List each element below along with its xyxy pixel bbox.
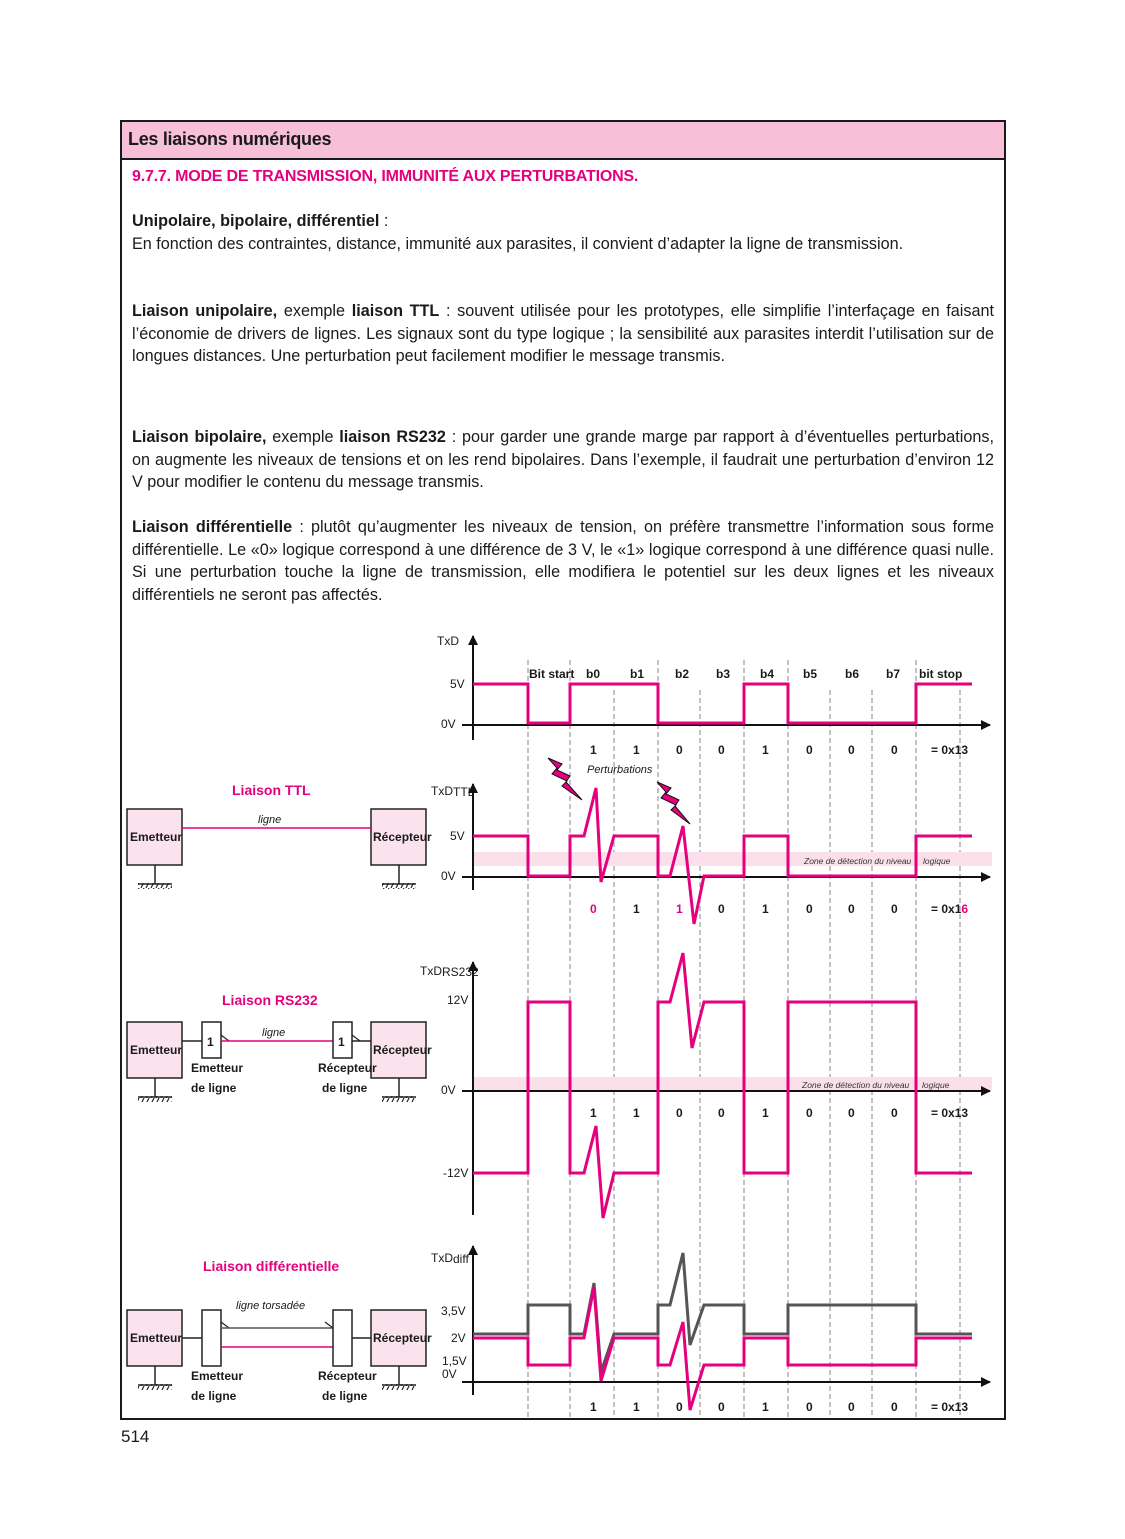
perturbations-label: Perturbations	[587, 764, 653, 776]
svg-text:0: 0	[848, 743, 855, 757]
svg-text:b4: b4	[760, 667, 775, 681]
svg-text:ligne: ligne	[262, 1027, 286, 1039]
svg-text:RS232: RS232	[442, 965, 479, 979]
svg-text:de ligne: de ligne	[191, 1389, 237, 1403]
svg-text:12V: 12V	[447, 993, 469, 1007]
svg-text:= 0x13: = 0x13	[931, 1400, 969, 1414]
rs232-title: Liaison RS232	[222, 992, 318, 1008]
svg-text:1: 1	[633, 902, 640, 916]
svg-text:TTL: TTL	[453, 785, 475, 799]
differential-title: Liaison différentielle	[203, 1258, 340, 1274]
svg-text:0: 0	[590, 902, 597, 916]
svg-text:1: 1	[633, 743, 640, 757]
svg-text:0: 0	[891, 1400, 898, 1414]
section-title: 9.7.7. MODE DE TRANSMISSION, IMMUNITÉ AUX PERTURBATIONS.	[132, 168, 639, 185]
svg-text:1: 1	[633, 1400, 640, 1414]
svg-text:0: 0	[848, 1400, 855, 1414]
intro-paragraph: Unipolaire, bipolaire, différentiel : En fonction des contraintes, distance, immunité aux parasites, il convient d’adapter la ligne de transmission.	[132, 212, 904, 253]
svg-text:0: 0	[806, 743, 813, 757]
chart-rs232	[420, 953, 992, 1218]
svg-text:0: 0	[718, 1400, 725, 1414]
svg-text:-12V: -12V	[443, 1166, 469, 1180]
chart-txd	[437, 634, 990, 824]
bit-values	[590, 1106, 968, 1120]
svg-text:0V: 0V	[441, 1083, 456, 1097]
ttl-diagram	[127, 782, 432, 889]
differential-diagram	[127, 1258, 432, 1403]
svg-text:0: 0	[806, 902, 813, 916]
svg-text:Récepteur: Récepteur	[318, 1061, 377, 1075]
svg-text:1: 1	[590, 1400, 597, 1414]
svg-text:de ligne: de ligne	[191, 1081, 237, 1095]
twisted-line-label: ligne torsadée	[236, 1300, 306, 1312]
svg-text:0: 0	[676, 1400, 683, 1414]
line-driver-box	[202, 1310, 221, 1366]
svg-text:b6: b6	[845, 667, 860, 681]
svg-text:1: 1	[762, 743, 769, 757]
svg-text:2V: 2V	[451, 1331, 466, 1345]
svg-text:0V: 0V	[441, 869, 456, 883]
svg-text:= 0x13: = 0x13	[931, 1106, 969, 1120]
svg-text:1: 1	[207, 1035, 214, 1049]
svg-text:TxD: TxD	[431, 784, 453, 798]
svg-text:1: 1	[676, 902, 683, 916]
svg-text:0: 0	[848, 1106, 855, 1120]
svg-text:TxD: TxD	[420, 964, 442, 978]
svg-text:Zone de détection du niveau: Zone de détection du niveau	[804, 856, 912, 866]
tick-5v: 5V	[450, 677, 465, 691]
page-number: 514	[121, 1427, 150, 1446]
svg-text:b3: b3	[716, 667, 731, 681]
svg-text:diff: diff	[453, 1252, 469, 1266]
svg-text:1: 1	[590, 1106, 597, 1120]
svg-text:TxD: TxD	[431, 1251, 453, 1265]
svg-text:1: 1	[338, 1035, 345, 1049]
svg-text:de ligne: de ligne	[322, 1389, 368, 1403]
svg-text:logique: logique	[922, 1080, 950, 1090]
svg-text:Emetteur: Emetteur	[191, 1061, 244, 1075]
svg-text:logique: logique	[923, 856, 951, 866]
svg-text:5V: 5V	[450, 829, 465, 843]
svg-text:bit stop: bit stop	[919, 667, 963, 681]
tick-0v: 0V	[441, 717, 456, 731]
bit-values	[590, 743, 968, 757]
svg-text:b0: b0	[586, 667, 601, 681]
line-label: ligne	[258, 814, 282, 826]
svg-text:0: 0	[848, 902, 855, 916]
svg-text:Emetteur: Emetteur	[191, 1369, 244, 1383]
svg-text:0: 0	[718, 1106, 725, 1120]
svg-text:Récepteur: Récepteur	[318, 1369, 377, 1383]
svg-text:0: 0	[891, 743, 898, 757]
bit-values	[590, 1400, 968, 1414]
lightning-icon	[657, 782, 690, 824]
chart-ttl	[431, 784, 992, 924]
svg-text:b2: b2	[675, 667, 690, 681]
emitter-label: Emetteur	[130, 830, 183, 844]
receiver-label: Récepteur	[373, 830, 432, 844]
svg-text:Emetteur: Emetteur	[130, 1043, 183, 1057]
svg-text:0: 0	[806, 1400, 813, 1414]
axis-label-txd: TxD	[437, 634, 459, 648]
svg-text:0: 0	[718, 743, 725, 757]
svg-text:0: 0	[718, 902, 725, 916]
chart-differential	[431, 1246, 990, 1414]
svg-text:0: 0	[676, 1106, 683, 1120]
intro-heading: Unipolaire, bipolaire, différentiel	[132, 212, 380, 230]
differential-paragraph: Liaison différentielle : plutôt qu’augmenter les niveaux de tension, on préfère transmettre l’information sous forme différentielle. Le «0» logique correspond à une différence de 3 V, le «1» logique correspond à une différence quasi nulle. Si une perturbation touche la ligne de transmission, elle modifiera le potentiel sur les deux lignes et les niveaux différentiels ne seront pas affectés.	[132, 518, 994, 604]
lightning-icon	[548, 758, 582, 800]
svg-text:1: 1	[762, 1400, 769, 1414]
svg-text:Récepteur: Récepteur	[373, 1331, 432, 1345]
svg-text:0V: 0V	[442, 1367, 457, 1381]
rs232-diagram	[127, 992, 432, 1102]
svg-text:b1: b1	[630, 667, 645, 681]
svg-text:0: 0	[806, 1106, 813, 1120]
unipolar-paragraph: Liaison unipolaire, exemple liaison TTL : souvent utilisée pour les prototypes, elle simplifie l’interfaçage en faisant l’économie de drivers de lignes. Les signaux sont du type logique ; la sensibilité aux parasites interdit l’utilisation sur de longues distances. Une perturbation peut facilement modifier le message transmis.	[132, 302, 994, 365]
svg-text:1,5V: 1,5V	[442, 1354, 467, 1368]
chapter-title: Les liaisons numériques	[128, 129, 332, 149]
svg-text:Récepteur: Récepteur	[373, 1043, 432, 1057]
svg-text:= 0x13: = 0x13	[931, 743, 969, 757]
intro-text: En fonction des contraintes, distance, immunité aux parasites, il convient d’adapter la ligne de transmission.	[132, 234, 904, 253]
svg-text:0: 0	[891, 1106, 898, 1120]
svg-text:1: 1	[590, 743, 597, 757]
svg-text:0: 0	[891, 902, 898, 916]
svg-text:1: 1	[762, 902, 769, 916]
svg-text:1: 1	[633, 1106, 640, 1120]
ttl-title: Liaison TTL	[232, 782, 311, 798]
svg-text:= 0x16: = 0x16	[931, 902, 969, 916]
svg-text:b5: b5	[803, 667, 818, 681]
svg-text:de ligne: de ligne	[322, 1081, 368, 1095]
svg-text:Zone de détection du niveau: Zone de détection du niveau	[802, 1080, 910, 1090]
svg-text:0: 0	[676, 743, 683, 757]
bit-values	[590, 902, 968, 916]
bipolar-paragraph: Liaison bipolaire, exemple liaison RS232 : pour garder une grande marge par rapport à d’éventuelles perturbations, on augmente les niveaux de tensions et on les rend bipolaires. Dans l’exemple, il faudrait une perturbation d’environ 12 V pour modifier le contenu du message transmis.	[132, 428, 994, 491]
svg-text:1: 1	[762, 1106, 769, 1120]
svg-text:b7: b7	[886, 667, 901, 681]
bit-headers	[529, 667, 962, 681]
line-receiver-box	[333, 1310, 352, 1366]
svg-text:Emetteur: Emetteur	[130, 1331, 183, 1345]
svg-text:3,5V: 3,5V	[441, 1304, 466, 1318]
svg-text:Bit start: Bit start	[529, 667, 575, 681]
